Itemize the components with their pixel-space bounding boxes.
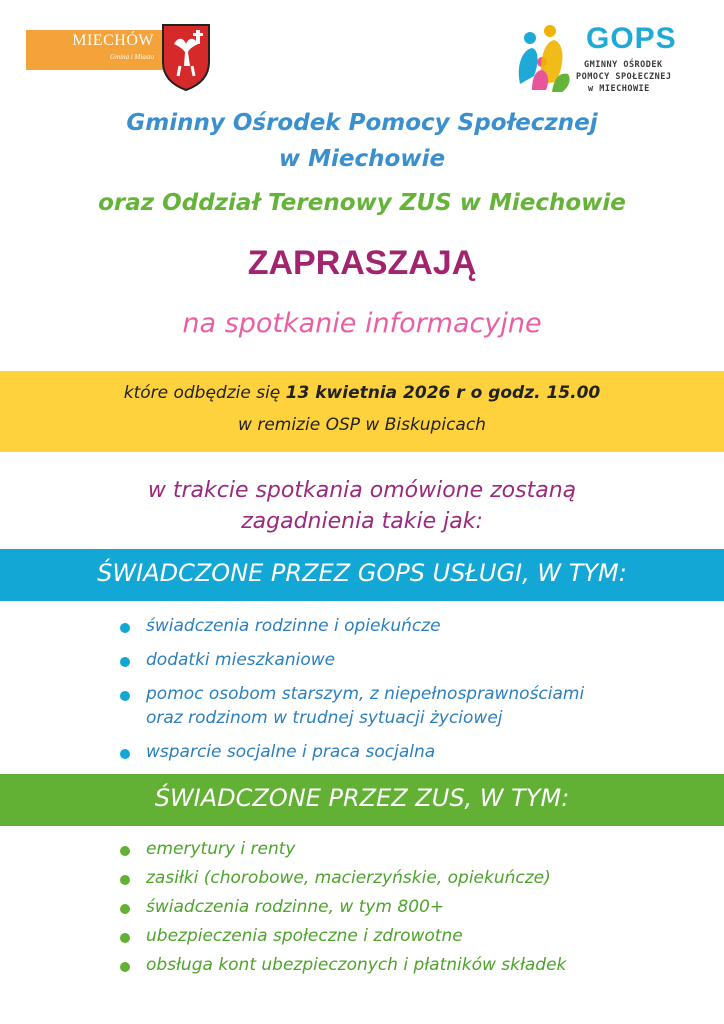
organizer-line3: oraz Oddział Terenowy ZUS w Miechowie [98, 190, 626, 216]
zus-services-list [116, 837, 566, 977]
list-item-text: obsługa kont ubezpieczonych i płatników składek [146, 955, 567, 975]
list-item [116, 953, 566, 977]
gops-logo [512, 22, 702, 102]
zus-section-title: ŚWIADCZONE PRZEZ ZUS, W TYM: [154, 784, 570, 812]
bullet-icon [120, 962, 130, 972]
bullet-icon [120, 846, 130, 856]
list-item [116, 866, 566, 890]
list-item-text: wsparcie socjalne i praca socjalna [146, 742, 436, 762]
list-item-text: oraz rodzinom w trudnej sytuacji życiowej [146, 708, 503, 728]
miechow-logo [26, 22, 212, 92]
list-item-continuation [116, 706, 584, 730]
gops-section-header [0, 549, 724, 601]
intro-line2: zagadnienia takie jak: [241, 509, 483, 534]
miechow-coat-of-arms-icon [160, 22, 212, 92]
list-item-text: emerytury i renty [146, 839, 296, 859]
list-item-text: świadczenia rodzinne i opiekuńcze [146, 616, 441, 636]
gops-section-title: ŚWIADCZONE PRZEZ GOPS USŁUGI, W TYM: [97, 559, 627, 587]
bullet-icon [120, 623, 130, 633]
list-item [116, 924, 566, 948]
list-item [116, 682, 584, 706]
list-item [116, 740, 584, 764]
gops-services-list [116, 614, 584, 764]
list-item [116, 837, 566, 861]
list-item-text: ubezpieczenia społeczne i zdrowotne [146, 926, 463, 946]
bullet-icon [120, 749, 130, 759]
event-type: na spotkanie informacyjne [182, 308, 542, 339]
list-item-text: pomoc osobom starszym, z niepełnosprawnościami [146, 684, 585, 704]
bullet-icon [120, 933, 130, 943]
miechow-badge [26, 30, 166, 70]
family-figures-icon [512, 22, 580, 94]
list-item-text: dodatki mieszkaniowe [146, 650, 336, 670]
bullet-icon [120, 904, 130, 914]
event-details-band [0, 371, 724, 452]
gops-subtitle-line2: POMOCY SPOŁECZNEJ [576, 72, 672, 82]
miechow-subtitle: Gmina i Miasto [110, 53, 154, 61]
organizer-line2: w Miechowie [278, 146, 446, 172]
list-item-text: świadczenia rodzinne, w tym 800+ [146, 897, 445, 917]
list-item [116, 895, 566, 919]
event-date-line [0, 383, 724, 403]
event-place: w remizie OSP w Biskupicach [238, 415, 486, 435]
miechow-name: MIECHÓW [72, 32, 154, 49]
bullet-icon [120, 691, 130, 701]
event-date-time: 13 kwietnia 2026 r o godz. 15.00 [285, 383, 601, 403]
event-date-prefix: które odbędzie się [123, 383, 286, 403]
invite-title: ZAPRASZAJĄ [247, 244, 477, 282]
list-item-text: zasiłki (chorobowe, macierzyńskie, opiekuńcze) [146, 868, 551, 888]
organizer-line1: Gminny Ośrodek Pomocy Społecznej [126, 110, 598, 136]
gops-wordmark: GOPS [586, 22, 677, 55]
intro-line1: w trakcie spotkania omówione zostaną [147, 478, 577, 503]
gops-subtitle-line3: w MIECHOWIE [588, 84, 650, 94]
list-item [116, 648, 584, 672]
bullet-icon [120, 657, 130, 667]
list-item [116, 614, 584, 638]
zus-section-header [0, 774, 724, 826]
gops-subtitle-line1: GMINNY OŚRODEK [584, 60, 663, 70]
bullet-icon [120, 875, 130, 885]
